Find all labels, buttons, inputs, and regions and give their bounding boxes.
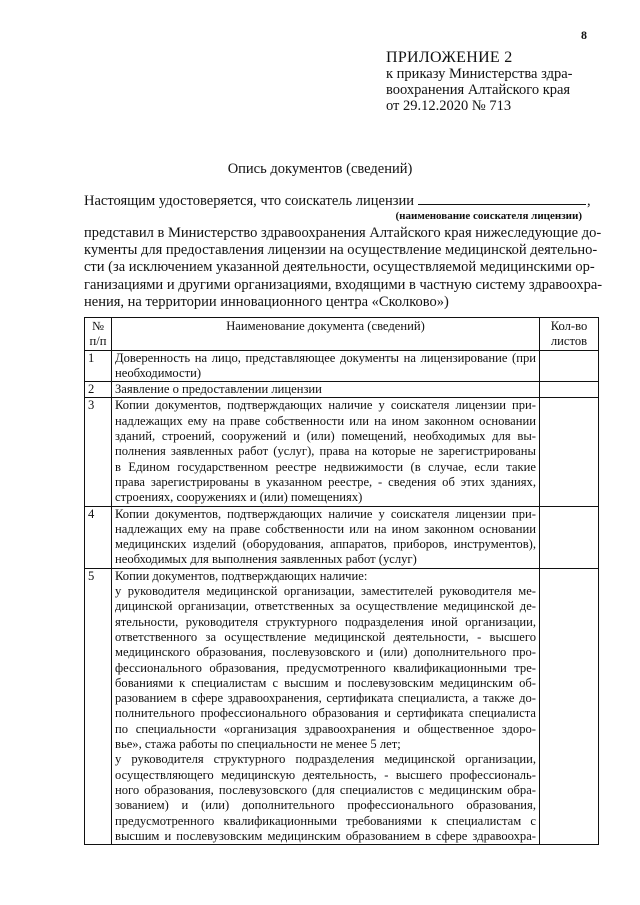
row-text-line: Доверенность на лицо, представляющее документы на лицензирование (при bbox=[115, 350, 536, 365]
row-text-line: предусмотренного квалификационными требованиями к специалистам с bbox=[115, 813, 536, 828]
header-number bbox=[85, 318, 112, 351]
row-document-name bbox=[112, 568, 540, 844]
row-document-name bbox=[112, 350, 540, 382]
row-document-name bbox=[112, 398, 540, 506]
row-text-line: Заявление о предоставлении лицензии bbox=[115, 382, 322, 397]
row-text-line: высшим и послевузовским медицинским образованием в сфере здравоохра- bbox=[115, 828, 536, 843]
row-text-line: зованием) и (или) дополнительного профессионального образования, bbox=[115, 798, 536, 813]
header-number-line: п/п bbox=[89, 334, 107, 349]
table-row bbox=[85, 398, 599, 506]
appendix-line: от 29.12.2020 № 713 bbox=[386, 98, 512, 114]
intro-line: сти (за исключением указанной деятельности, осуществляемой медицинскими ор- bbox=[84, 259, 595, 276]
row-text-line: надлежащих ему на праве собственности или на ином законном основании bbox=[115, 413, 536, 428]
row-number: 3 bbox=[85, 398, 112, 506]
row-number: 4 bbox=[85, 506, 112, 568]
appendix-block bbox=[386, 50, 572, 114]
row-text-line: в Едином государственном реестре недвижимости (в случае, если такие bbox=[115, 459, 536, 474]
row-text-line: ного образования, послевузовского (для специалистов с медицинским обра- bbox=[115, 782, 536, 797]
row-text-line: у руководителя структурного подразделения медицинской организации, bbox=[115, 752, 536, 767]
appendix-line: к приказу Министерства здра- bbox=[386, 66, 573, 82]
row-text-line: ятельности, руководителя структурного подразделения иной организации, bbox=[115, 614, 536, 629]
row-text-line: у руководителя медицинской организации, заместителей руководителя ме- bbox=[115, 584, 536, 599]
header-name: Наименование документа (сведений) bbox=[112, 318, 540, 351]
row-text-line: Копии документов, подтверждающих наличие у соискателя лицензии при- bbox=[115, 506, 536, 521]
table-header-row bbox=[85, 318, 599, 351]
header-count-line: Кол-во bbox=[550, 319, 588, 333]
row-text-line: права зарегистрированы в указанном реестре, - сведения об этих зданиях, bbox=[115, 474, 536, 489]
intro-line: кументы для предоставления лицензии на осуществление медицинской деятельно- bbox=[84, 242, 598, 259]
row-text-line: Копии документов, подтверждающих наличие: bbox=[115, 568, 368, 583]
certify-line bbox=[84, 192, 591, 210]
row-sheet-count bbox=[540, 398, 599, 506]
document-title: Опись документов (сведений) bbox=[227, 161, 413, 177]
row-text-line: необходимых для выполнения заявленных работ (услуг) bbox=[115, 552, 417, 567]
row-text-line: осуществляющего медицинскую деятельность, - высшего профессиональ- bbox=[115, 767, 536, 782]
row-sheet-count bbox=[540, 506, 599, 568]
certify-comma: , bbox=[586, 193, 591, 209]
row-sheet-count bbox=[540, 568, 599, 844]
intro-line: представил в Министерство здравоохранения Алтайского края нижеследующие до- bbox=[84, 225, 602, 241]
row-text-line: бованиями к специалистам с высшим и послевузовским медицинским об- bbox=[115, 675, 536, 690]
row-text-line: по специальности «организация здравоохранения и общественное здоро- bbox=[115, 721, 536, 736]
table-row bbox=[85, 506, 599, 568]
row-text-line: полнения заявленных работ (услуг), права на которые не зарегистрированы bbox=[115, 444, 536, 459]
table-row bbox=[85, 568, 599, 844]
row-text-line: строениях, сооружениях и (или) помещениях) bbox=[115, 490, 363, 505]
intro-paragraph bbox=[84, 225, 603, 311]
row-number: 5 bbox=[85, 568, 112, 844]
row-text-line: зданий, строений, сооружений и (или) помещений, необходимых для вы- bbox=[115, 429, 536, 444]
row-document-name bbox=[112, 506, 540, 568]
appendix-title: ПРИЛОЖЕНИЕ 2 bbox=[386, 49, 513, 66]
row-number: 1 bbox=[85, 350, 112, 382]
header-count-line: листов bbox=[550, 334, 588, 349]
header-count bbox=[540, 318, 599, 351]
row-text-line: ответственного за осуществление медицинской деятельности, - высшего bbox=[115, 629, 536, 644]
row-text-line: разованием в сфере здравоохранения, сертификата специалиста, а также до- bbox=[115, 691, 536, 706]
intro-line: нения, на территории инновационного центра «Сколково») bbox=[84, 293, 449, 310]
row-text-line: вье», стажа работы по специальности не менее 5 лет; bbox=[115, 737, 401, 752]
certify-text: Настоящим удостоверяется, что соискатель лицензии bbox=[84, 193, 414, 209]
field-caption: (наименование соискателя лицензии) bbox=[395, 210, 582, 222]
row-text-line: медицинских изделий (оборудования, аппаратов, приборов, инструментов), bbox=[115, 537, 536, 552]
row-text-line: медицинского образования, послевузовского и (или) дополнительного про- bbox=[115, 645, 536, 660]
row-text-line: необходимости) bbox=[115, 365, 202, 380]
row-number: 2 bbox=[85, 382, 112, 398]
row-sheet-count bbox=[540, 382, 599, 398]
appendix-line: воохранения Алтайского края bbox=[386, 82, 571, 98]
row-text-line: Копии документов, подтверждающих наличие у соискателя лицензии при- bbox=[115, 398, 536, 413]
table-row bbox=[85, 382, 599, 398]
documents-table bbox=[84, 317, 599, 845]
row-text-line: дицинской организации, ответственных за осуществление медицинской де- bbox=[115, 599, 536, 614]
blank-field-line bbox=[418, 192, 586, 205]
page-number: 8 bbox=[581, 28, 587, 42]
row-text-line: фессионального образования, предусмотренного квалификационными тре- bbox=[115, 660, 536, 675]
table-row bbox=[85, 350, 599, 382]
header-number-line: № bbox=[91, 319, 105, 333]
row-text-line: полнительного профессионального образования и сертификата специалиста bbox=[115, 706, 536, 721]
row-sheet-count bbox=[540, 350, 599, 382]
row-text-line: надлежащих ему на праве собственности или на ином законном основании bbox=[115, 521, 536, 536]
row-document-name bbox=[112, 382, 540, 398]
intro-line: ганизациями и другими организациями, входящими в частную систему здравоохра- bbox=[84, 276, 603, 293]
